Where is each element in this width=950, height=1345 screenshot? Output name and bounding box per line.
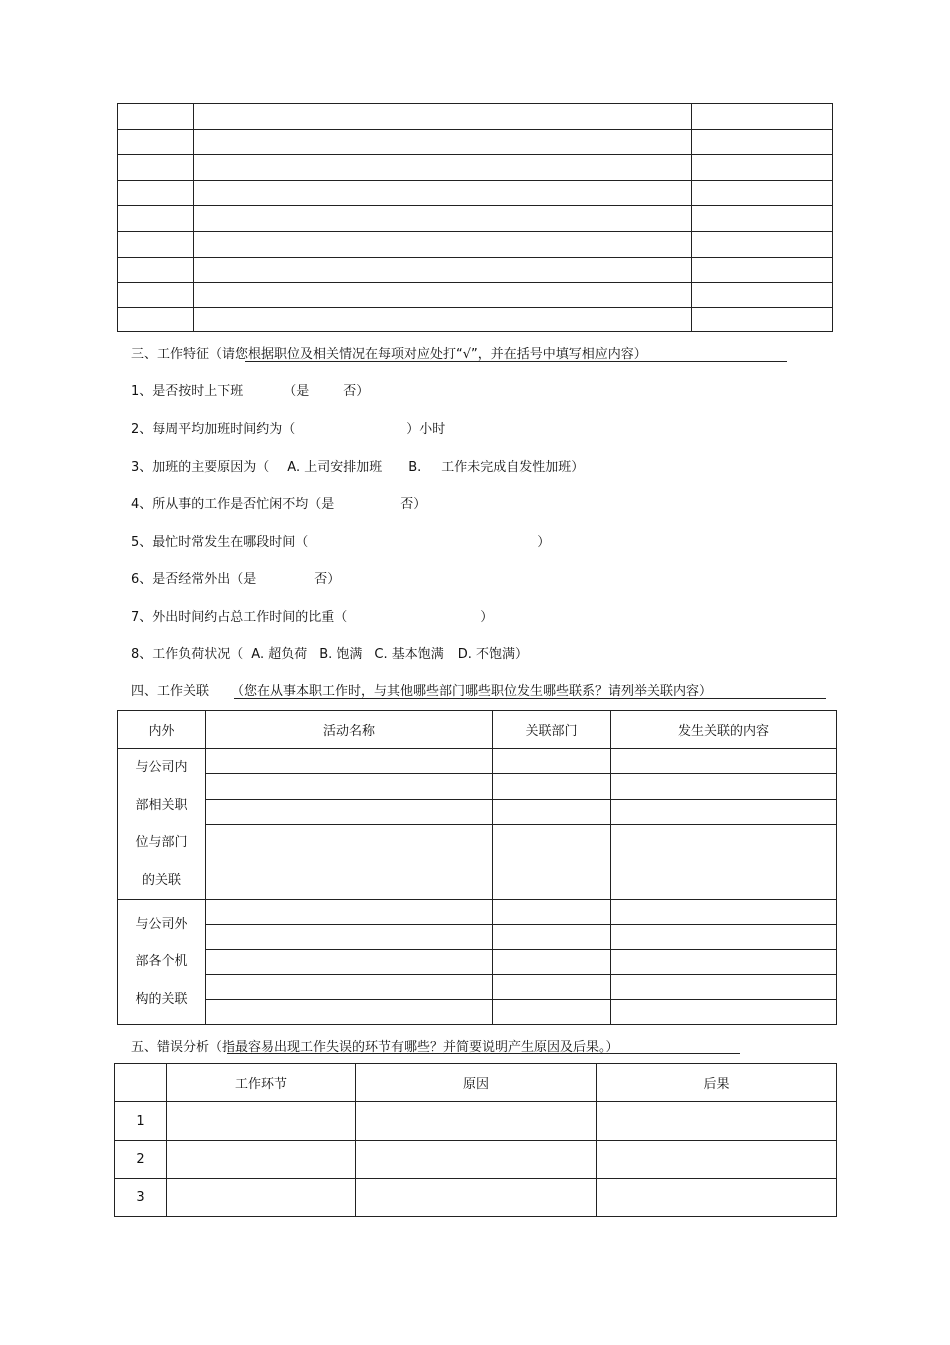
table-row <box>115 1141 837 1179</box>
question-3: 3、加班的主要原因为（ A. 上司安排加班 B. 工作未完成自发性加班） <box>131 460 585 475</box>
header-relation-content: 发生关联的内容 <box>611 711 837 749</box>
question-7: 7、外出时间约占总工作时间的比重（ ） <box>131 610 494 625</box>
relations-table <box>117 710 837 1025</box>
section4-title: 四、工作关联 <box>131 684 210 699</box>
error-analysis-table <box>114 1063 837 1217</box>
section4-heading <box>131 680 712 699</box>
row-index: 1 <box>115 1102 167 1141</box>
table-row <box>115 1179 837 1217</box>
header-inside-outside: 内外 <box>118 711 206 749</box>
question-2: 2、每周平均加班时间约为（ ）小时 <box>131 422 446 437</box>
section5-underline <box>227 1053 740 1054</box>
header-activity-name: 活动名称 <box>206 711 493 749</box>
header-index <box>115 1064 167 1102</box>
header-cause: 原因 <box>356 1064 597 1102</box>
top-blank-table <box>117 103 833 332</box>
question-1: 1、是否按时上下班 （是 否） <box>131 384 370 399</box>
group-external: 与公司外 部各个机 构的关联 <box>118 900 206 1025</box>
section4-note: （您在从事本职工作时，与其他哪些部门哪些职位发生哪些联系？请列举关联内容） <box>231 684 713 699</box>
header-related-dept: 关联部门 <box>493 711 611 749</box>
question-6: 6、是否经常外出（是 否） <box>131 572 341 587</box>
question-4: 4、所从事的工作是否忙闲不均（是 否） <box>131 497 427 512</box>
question-8: 8、工作负荷状况（ A. 超负荷 B. 饱满 C. 基本饱满 D. 不饱满） <box>131 647 529 662</box>
section4-underline <box>234 698 826 699</box>
table-row <box>115 1102 837 1141</box>
section3-title: 三、工作特征 <box>131 347 210 362</box>
section3-underline <box>245 361 787 362</box>
section5-title: 五、错误分析 <box>131 1040 210 1055</box>
group-internal: 与公司内 部相关职 位与部门 的关联 <box>118 749 206 900</box>
header-work-step: 工作环节 <box>167 1064 356 1102</box>
section3-heading <box>131 343 647 362</box>
question-5: 5、最忙时常发生在哪段时间（ ） <box>131 535 551 550</box>
header-consequence: 后果 <box>597 1064 837 1102</box>
row-index: 3 <box>115 1179 167 1217</box>
section5-note: （指最容易出现工作失误的环节有哪些？并简要说明产生原因及后果。） <box>209 1040 619 1055</box>
section3-note: （请您根据职位及相关情况在每项对应处打“√”，并在括号中填写相应内容） <box>209 347 647 362</box>
row-index: 2 <box>115 1141 167 1179</box>
